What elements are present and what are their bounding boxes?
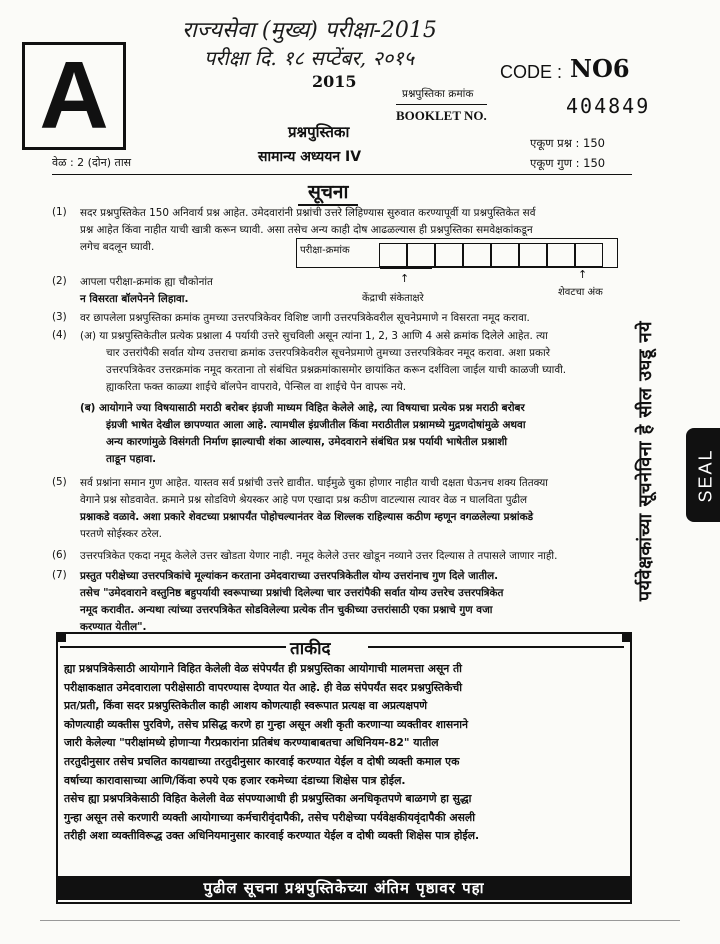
roll-digit-cell[interactable] <box>407 243 435 267</box>
instruction-7-line: करण्यात येतील". <box>80 621 147 633</box>
warning-heading-rule <box>60 646 286 648</box>
arrow-up-icon: ↑ <box>400 272 410 285</box>
instruction-5-line: वेगाने प्रश्न सोडवावेत. क्रमाने प्रश्न सोडविणे श्रेयस्कर आहे पण एखादा प्रश्न कठीण वाटल्यास त्यावर वेळ न घालविता पुढील <box>80 494 528 506</box>
center-code-label: केंद्राची संकेताक्षरे <box>362 293 424 304</box>
booklet-number: 404849 <box>566 94 651 118</box>
center-code-bracket <box>380 268 432 269</box>
instruction-3-line: वर छापलेला प्रश्नपुस्तिका क्रमांक तुमच्या उत्तरपत्रिकेवर विशिष्ट जागी उत्तरपत्रिकेवरील सूचनेप्रमाणे न विसरता नमूद करावा. <box>80 312 530 324</box>
instruction-number: (6) <box>52 549 67 561</box>
corner-mark <box>56 632 66 642</box>
roll-digit-cell[interactable] <box>491 243 519 267</box>
year: 2015 <box>312 72 357 91</box>
time-allowed: वेळ : 2 (दोन) तास <box>52 156 132 169</box>
instruction-4b-line: इंग्रजी भाषेत देखील छापण्यात आला आहे. त्यामधील इंग्रजीतील किंवा मराठीतील प्रश्नामध्ये मुद्रणदोषांमुळे अथवा <box>106 419 526 431</box>
warning-line: गुन्हा असून तसे करणारी व्यक्ती आयोगाच्या कर्मचारीवृंदापैकी, तसेच परीक्षेच्या पर्यवेक्षकीयवृंदापैकी असली <box>64 810 476 824</box>
instruction-4a-line: (अ) या प्रश्नपुस्तिकेतील प्रत्येक प्रश्नाला 4 पर्यायी उत्तरे सुचविली असून त्यांना 1, 2, 3 आणि 4 असे क्रमांक दिलेले आहेत. त्या <box>80 330 548 342</box>
warning-line: तसेच ह्या प्रश्नपत्रिकेसाठी विहित केलेली वेळ संपण्याआधी ही प्रश्नपुस्तिका अनधिकृतपणे बाळगणे हा सुद्धा <box>64 792 472 806</box>
instruction-5-line: परतणे सोईस्कर ठरेल. <box>80 528 162 540</box>
arrow-up-icon: ↑ <box>578 268 588 281</box>
header-divider <box>52 174 632 175</box>
instruction-number: (3) <box>52 311 67 323</box>
roll-digit-cell[interactable] <box>547 243 575 267</box>
handwritten-exam-date: परीक्षा दि. १८ सप्टेंबर, २०१५ <box>204 46 415 70</box>
warning-line: जारी केलेल्या "परीक्षांमध्ये होणाऱ्या गैरप्रकारांना प्रतिबंध करण्याबाबतचा अधिनियम-82" यातील <box>64 736 439 750</box>
instruction-4b-line: अन्य कारणांमुळे विसंगती निर्माण झाल्याची शंका आल्यास, उमेदवाराने संबंधित प्रश्न पर्यायी भाषेतील प्रश्नाशी <box>106 436 508 448</box>
warning-line: प्रत/प्रती, किंवा सदर प्रश्नपुस्तिकेतील काही आशय कोणत्याही स्वरूपात प्रत्यक्ष वा अप्रत्यक्षपणे <box>64 699 428 713</box>
instruction-number: (7) <box>52 569 67 581</box>
warning-line: परीक्षाकक्षात उमेदवाराला परीक्षेसाठी वापरण्यास देण्यात येत आहे. ही वेळ संपेपर्यंत सदर प्रश्नपुस्तिकेची <box>64 680 463 694</box>
seal-label: SEAL <box>695 447 716 503</box>
seal-instruction-text: पर्यवेक्षकांच्या सूचनेविना हे सील उघडू नये <box>635 320 657 602</box>
total-marks: एकूण गुण : 150 <box>530 156 606 170</box>
warning-line: ह्या प्रश्नपत्रिकेसाठी आयोगाने विहित केलेली वेळ संपेपर्यंत ही प्रश्नपुस्तिका आयोगाची मालमत्ता असून ती <box>64 662 462 675</box>
roll-digit-cell[interactable] <box>463 243 491 267</box>
last-digit-label: शेवटचा अंक <box>558 287 603 298</box>
code-label: CODE : <box>500 62 563 82</box>
warning-text <box>64 660 620 846</box>
warning-heading-rule <box>368 646 624 648</box>
instruction-4b-line: (ब) आयोगाने ज्या विषयासाठी मराठी बरोबर इंग्रजी माध्यम विहित केलेले आहे, त्या विषयाचा प्रत्येक प्रश्न मराठी बरोबर <box>80 402 525 414</box>
code-value: NO6 <box>570 54 630 83</box>
instruction-number: (4) <box>52 329 67 341</box>
instruction-7-line: नमूद करावीत. अन्यथा त्यांच्या उत्तरपत्रिकेत सोडविलेल्या प्रत्येक तीन चुकीच्या उत्तरांसाठी एका प्रश्नाचे गुण वजा <box>80 604 493 616</box>
instruction-5-line: प्रश्नाकडे वळावे. अशा प्रकारे शेवटच्या प्रश्नापर्यंत पोहोचल्यानंतर वेळ शिल्लक राहिल्यास कठीण म्हणून वगळलेल्या प्रश्नांकडे <box>80 511 534 523</box>
instruction-1-line: प्रश्न आहेत किंवा नाहीत याची खात्री करून घ्यावी. असा तसेच अन्य काही दोष आढळल्यास ही प्रश्नपुस्तिका समवेक्षकांकडून <box>80 224 533 236</box>
page-title: प्रश्नपुस्तिका <box>288 123 350 141</box>
roll-number-label: परीक्षा-क्रमांक <box>300 245 350 256</box>
roll-digit-cell[interactable] <box>575 243 603 267</box>
instruction-2-line: न विसरता बॉलपेनने लिहावा. <box>80 293 189 305</box>
roll-digit-cell[interactable] <box>435 243 463 267</box>
instruction-4a-line: उत्तरपत्रिकेवर उत्तरक्रमांक नमूद करताना तो संबंधित प्रश्नक्रमांकासमोर छायांकित करून दर्शविला जाईल याची काळजी घ्यावी. <box>106 364 567 376</box>
roll-digit-cell[interactable] <box>379 243 407 267</box>
instruction-7-line: प्रस्तुत परीक्षेच्या उत्तरपत्रिकांचे मूल्यांकन करताना उमेदवाराच्या उत्तरपत्रिकेतील योग्य उत्तरांनाच गुण दिले जातील. <box>80 570 499 582</box>
page-subtitle: सामान्य अध्ययन IV <box>258 149 362 165</box>
seal-tab[interactable] <box>686 428 720 522</box>
warning-line: तरतुदीनुसार तसेच प्रचलित कायद्याच्या तरतुदीनुसार कारवाई करण्यात येईल व दोषी व्यक्ती कमाल एक <box>64 754 460 768</box>
footer-banner <box>56 876 632 900</box>
instruction-number: (5) <box>52 476 67 488</box>
warning-line: कोणत्याही व्यक्तीस पुरविणे, तसेच प्रसिद्ध करणे हा गुन्हा असून अशी कृती करणाऱ्या व्यक्तीवर शासनाने <box>64 717 468 731</box>
instruction-1-line: लगेच बदलून घ्यावी. <box>80 241 155 253</box>
handwritten-exam-name: राज्यसेवा (मुख्य) परीक्षा-2015 <box>182 18 437 43</box>
instruction-2-line: आपला परीक्षा-क्रमांक ह्या चौकोनांत <box>80 276 213 288</box>
footer-text: पुढील सूचना प्रश्नपुस्तिकेच्या अंतिम पृष्ठावर पहा <box>203 879 485 897</box>
bottom-rule <box>40 920 680 921</box>
warning-line: तरीही अशा व्यक्तीविरूद्ध उक्त अधिनियमानुसार कारवाई करण्यात येईल व दोषी व्यक्ती शिक्षेस पात्र होईल. <box>64 829 480 843</box>
seal-instruction-vertical <box>626 248 664 674</box>
total-questions: एकूण प्रश्न : 150 <box>530 136 605 150</box>
instruction-6-line: उत्तरपत्रिकेत एकदा नमूद केलेले उत्तर खोडता येणार नाही. नमूद केलेले उत्तर खोडून नव्याने उत्तर दिल्यास ते तपासले जाणार नाही. <box>80 550 558 562</box>
instructions-heading: सूचना <box>298 178 358 206</box>
booklet-label-english: BOOKLET NO. <box>396 104 487 124</box>
instruction-7-line: तसेच "उमेदवाराने वस्तुनिष्ठ बहुपर्यायी स्वरूपाच्या प्रश्नांची दिलेल्या चार उत्तरांपैकी सर्वात योग्य उत्तरेच उत्तरपत्रिकेत <box>80 587 504 599</box>
instruction-number: (2) <box>52 275 67 287</box>
booklet-label-marathi: प्रश्नपुस्तिका क्रमांक <box>402 88 474 100</box>
instruction-4a-line: ह्याकरिता फक्त काळ्या शाईचे बॉलपेन वापरावे, पेन्सिल वा शाईचे पेन वापरू नये. <box>106 381 407 393</box>
instruction-4b-line: ताडून पहावा. <box>106 453 157 465</box>
instruction-4a-line: चार उत्तरांपैकी सर्वात योग्य उत्तराचा क्रमांक उत्तरपत्रिकेवरील सूचनेप्रमाणे तुमच्या उत्तरपत्रिकेवर नमूद करावा. अशा प्रकारे <box>106 347 550 359</box>
roll-digit-cell[interactable] <box>519 243 547 267</box>
instruction-number: (1) <box>52 206 67 218</box>
booklet-series-letter: A <box>22 42 126 150</box>
corner-mark <box>622 632 632 642</box>
instruction-1-line: सदर प्रश्नपुस्तिकेत 150 अनिवार्य प्रश्न आहेत. उमेदवारांनी प्रश्नांची उत्तरे लिहिण्यास सुरुवात करण्यापूर्वी या प्रश्नपुस्तिकेत सर्व <box>80 207 536 219</box>
warning-heading: ताकीद <box>290 639 331 659</box>
instruction-5-line: सर्व प्रश्नांना समान गुण आहेत. यास्तव सर्व प्रश्नांची उत्तरे द्यावीत. घाईमुळे चुका होणार नाहीत याची दक्षता घेऊनच शक्य तितक्या <box>80 477 548 489</box>
warning-line: वर्षाच्या कारावासाच्या आणि/किंवा रुपये एक हजार रकमेच्या दंडाच्या शिक्षेस पात्र होईल. <box>64 773 406 787</box>
